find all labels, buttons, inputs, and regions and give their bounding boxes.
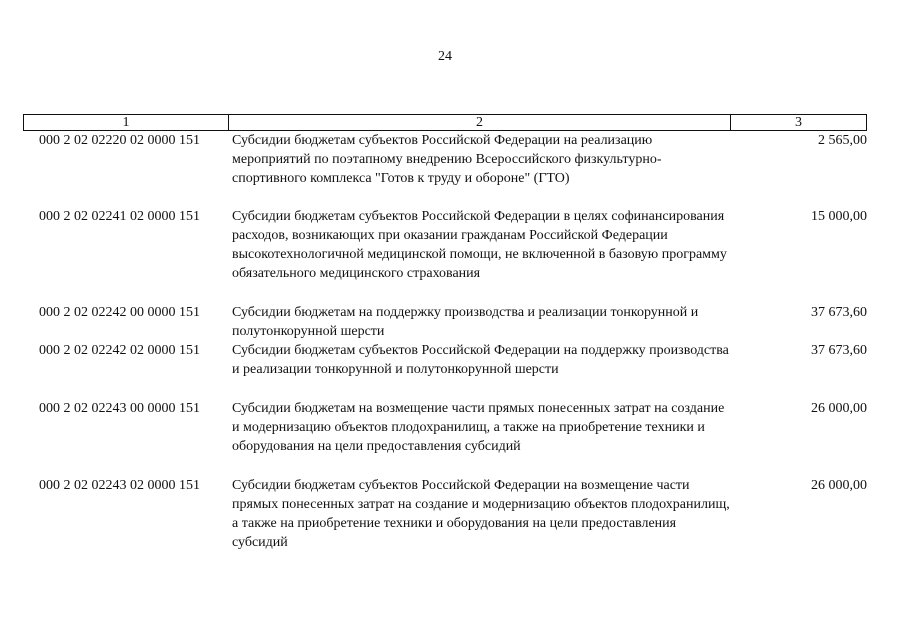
row-amount: 26 000,00 — [811, 401, 867, 416]
row-description: Субсидии бюджетам на поддержку производства и реализации тонкорунной и полутонкорунной шерсти — [232, 305, 699, 339]
column-header-1: 1 — [24, 115, 229, 130]
table-header — [23, 114, 867, 131]
row-description: Субсидии бюджетам субъектов Российской Федерации на поддержку производства и реализации тонкорунной и полутонкорунной шерсти — [232, 343, 729, 377]
row-amount: 37 673,60 — [811, 305, 867, 320]
row-code: 000 2 02 02241 02 0000 151 — [39, 209, 200, 224]
row-description: Субсидии бюджетам субъектов Российской Федерации в целях софинансирования расходов, возникающих при оказании гражданам Российской Федерации высокотехнологичной медицинской помощи, не включенной в базовую программу обязательного медицинского страхования — [232, 209, 727, 281]
row-code: 000 2 02 02242 00 0000 151 — [39, 305, 200, 320]
row-code: 000 2 02 02220 02 0000 151 — [39, 133, 200, 148]
page-number: 24 — [438, 49, 452, 64]
row-code: 000 2 02 02243 02 0000 151 — [39, 478, 200, 493]
row-description: Субсидии бюджетам субъектов Российской Федерации на возмещение части прямых понесенных затрат на создание и модернизацию объектов плодохранилищ, а также на приобретение техники и оборудования на цели предоставления субсидий — [232, 478, 730, 550]
row-amount: 26 000,00 — [811, 478, 867, 493]
row-description: Субсидии бюджетам на возмещение части прямых понесенных затрат на создание и модернизацию объектов плодохранилищ, а также на приобретение техники и оборудования на цели предоставления субсидий — [232, 401, 725, 454]
row-code: 000 2 02 02242 02 0000 151 — [39, 343, 200, 358]
column-header-2: 2 — [229, 115, 731, 130]
row-code: 000 2 02 02243 00 0000 151 — [39, 401, 200, 416]
row-amount: 2 565,00 — [818, 133, 867, 148]
row-description: Субсидии бюджетам субъектов Российской Федерации на реализацию мероприятий по поэтапному внедрению Всероссийского физкультурно-спортивного комплекса "Готов к труду и обороне" (ГТО) — [232, 133, 662, 186]
row-amount: 37 673,60 — [811, 343, 867, 358]
column-header-3: 3 — [795, 115, 802, 130]
row-amount: 15 000,00 — [811, 209, 867, 224]
